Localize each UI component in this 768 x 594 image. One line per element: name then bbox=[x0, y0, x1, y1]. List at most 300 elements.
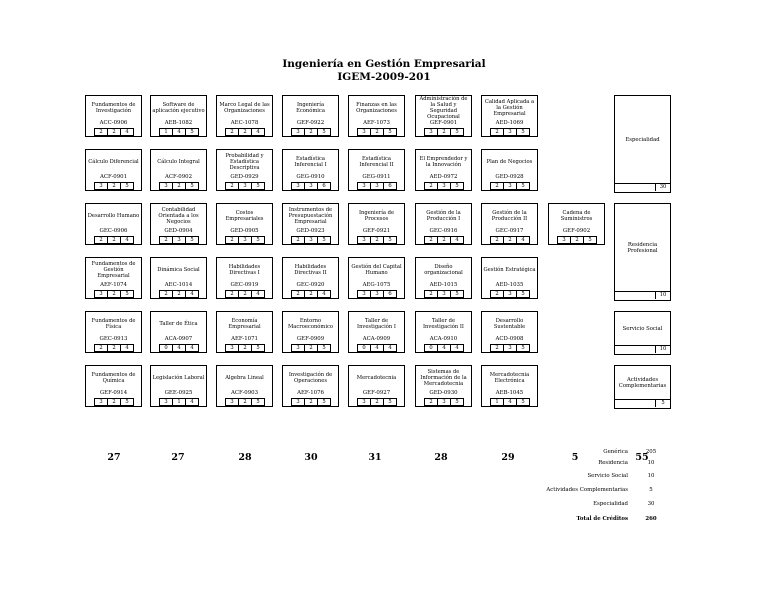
course-credits bbox=[357, 398, 397, 406]
course-code: GEE-0925 bbox=[164, 390, 193, 396]
course-credits bbox=[94, 344, 134, 352]
course-card bbox=[150, 149, 207, 191]
summary-value: 30 bbox=[647, 501, 655, 507]
credit-count: 5 bbox=[317, 129, 330, 135]
practice-hours: 2 bbox=[304, 291, 317, 297]
course-credits bbox=[357, 236, 397, 244]
theory-hours: 3 bbox=[99, 183, 103, 189]
credit-count: 5 bbox=[450, 129, 463, 135]
course-card bbox=[348, 257, 405, 299]
course-name: Costos Empresariales bbox=[225, 210, 264, 222]
course-code: ACF-0901 bbox=[99, 174, 128, 180]
course-card bbox=[85, 203, 142, 245]
course-code: GEC-0917 bbox=[495, 228, 524, 234]
course-credits bbox=[159, 128, 199, 136]
side-block-label: Actividades Complementarias bbox=[618, 376, 667, 389]
practice-hours: 4 bbox=[370, 345, 383, 351]
summary-value: 5 bbox=[649, 487, 653, 493]
practice-hours: 2 bbox=[107, 183, 120, 189]
course-code: ACC-0906 bbox=[99, 120, 128, 126]
course-card bbox=[282, 203, 339, 245]
course-credits bbox=[159, 398, 199, 406]
theory-hours: 2 bbox=[495, 129, 499, 135]
course-code: GED-0905 bbox=[230, 228, 259, 234]
course-credits bbox=[159, 344, 199, 352]
credit-count: 4 bbox=[185, 291, 198, 297]
course-credits bbox=[291, 128, 331, 136]
course-code: ACA-0910 bbox=[429, 336, 458, 342]
credit-count: 6 bbox=[383, 183, 396, 189]
course-code: AEB-1082 bbox=[164, 120, 193, 126]
course-code: GEG-0911 bbox=[362, 174, 391, 180]
course-credits bbox=[490, 236, 530, 244]
course-credits bbox=[424, 236, 464, 244]
theory-hours: 0 bbox=[429, 345, 433, 351]
theory-hours: 2 bbox=[429, 183, 433, 189]
course-credits bbox=[424, 290, 464, 298]
practice-hours: 1 bbox=[172, 399, 185, 405]
theory-hours: 2 bbox=[429, 291, 433, 297]
course-name: Legislación Laboral bbox=[152, 375, 205, 381]
course-code: AEC-1078 bbox=[230, 120, 259, 126]
course-card bbox=[415, 311, 472, 353]
course-card bbox=[85, 95, 142, 137]
theory-hours: 3 bbox=[562, 237, 566, 243]
summary-label: Genérica bbox=[603, 449, 628, 455]
practice-hours: 3 bbox=[503, 183, 516, 189]
theory-hours: 3 bbox=[99, 291, 103, 297]
course-name: Mercadotecnia bbox=[356, 375, 397, 381]
side-block-value: 10 bbox=[655, 346, 670, 353]
theory-hours: 2 bbox=[230, 237, 234, 243]
practice-hours: 2 bbox=[304, 399, 317, 405]
credit-count: 4 bbox=[450, 237, 463, 243]
credit-count: 5 bbox=[251, 345, 264, 351]
credit-count: 6 bbox=[383, 291, 396, 297]
credit-count: 5 bbox=[383, 399, 396, 405]
course-card bbox=[348, 311, 405, 353]
course-card bbox=[348, 95, 405, 137]
course-card bbox=[348, 149, 405, 191]
practice-hours: 2 bbox=[238, 129, 251, 135]
course-card bbox=[150, 365, 207, 407]
theory-hours: 1 bbox=[164, 129, 168, 135]
course-card bbox=[481, 95, 538, 137]
course-name: Finanzas en las Organizaciones bbox=[356, 102, 397, 114]
course-name: Taller de Investigación I bbox=[357, 318, 396, 330]
course-credits bbox=[225, 236, 265, 244]
theory-hours: 2 bbox=[230, 291, 234, 297]
course-code: GEC-0913 bbox=[99, 336, 128, 342]
course-name: Algebra Lineal bbox=[225, 375, 264, 381]
course-credits bbox=[490, 128, 530, 136]
credit-count: 5 bbox=[516, 129, 529, 135]
course-code: ACF-0902 bbox=[164, 174, 193, 180]
practice-hours: 3 bbox=[370, 291, 383, 297]
theory-hours: 3 bbox=[99, 399, 103, 405]
credit-count: 5 bbox=[383, 237, 396, 243]
summary-label: Residencia bbox=[598, 460, 628, 466]
practice-hours: 3 bbox=[503, 345, 516, 351]
course-code: GEF-0901 bbox=[429, 120, 458, 126]
theory-hours: 1 bbox=[495, 399, 499, 405]
credit-count: 5 bbox=[251, 183, 264, 189]
course-credits bbox=[291, 182, 331, 190]
course-code: AEB-1045 bbox=[495, 390, 524, 396]
course-credits bbox=[424, 182, 464, 190]
practice-hours: 3 bbox=[304, 183, 317, 189]
course-card bbox=[216, 365, 273, 407]
course-credits bbox=[357, 182, 397, 190]
theory-hours: 2 bbox=[429, 237, 433, 243]
course-card bbox=[282, 365, 339, 407]
course-credits bbox=[225, 182, 265, 190]
summary-label: Actividades Complementarias bbox=[546, 487, 628, 493]
course-card bbox=[481, 203, 538, 245]
course-code: GEF-0909 bbox=[296, 336, 325, 342]
course-name: Investigación de Operaciones bbox=[288, 372, 333, 384]
course-card bbox=[85, 149, 142, 191]
course-card bbox=[415, 149, 472, 191]
practice-hours: 2 bbox=[570, 237, 583, 243]
course-code: GEC-0916 bbox=[429, 228, 458, 234]
summary-total-label: Total de Créditos bbox=[576, 516, 628, 522]
credit-count: 4 bbox=[516, 237, 529, 243]
practice-hours: 2 bbox=[437, 129, 450, 135]
course-card bbox=[415, 257, 472, 299]
course-card bbox=[415, 95, 472, 137]
course-name: El Emprendedor y la Innovación bbox=[419, 156, 468, 168]
credit-count: 4 bbox=[120, 129, 133, 135]
theory-hours: 2 bbox=[495, 291, 499, 297]
plan-code: IGEM-2009-201 bbox=[337, 71, 431, 83]
credit-count: 4 bbox=[120, 237, 133, 243]
practice-hours: 3 bbox=[238, 183, 251, 189]
course-name: Taller de Investigación II bbox=[423, 318, 464, 330]
course-name: Desarrollo Sustentable bbox=[493, 318, 526, 330]
credit-count: 5 bbox=[450, 183, 463, 189]
course-card bbox=[481, 149, 538, 191]
practice-hours: 2 bbox=[172, 183, 185, 189]
side-block-residencia bbox=[614, 203, 671, 301]
practice-hours: 4 bbox=[503, 399, 516, 405]
practice-hours: 3 bbox=[172, 237, 185, 243]
course-card bbox=[85, 311, 142, 353]
credit-count: 5 bbox=[317, 345, 330, 351]
theory-hours: 2 bbox=[230, 183, 234, 189]
theory-hours: 3 bbox=[362, 129, 366, 135]
credit-count: 4 bbox=[450, 345, 463, 351]
course-card bbox=[216, 203, 273, 245]
course-credits bbox=[357, 344, 397, 352]
course-credits bbox=[424, 128, 464, 136]
course-name: Dinámica Social bbox=[157, 267, 200, 273]
credit-count: 5 bbox=[251, 399, 264, 405]
practice-hours: 2 bbox=[304, 129, 317, 135]
semester-total: 27 bbox=[171, 452, 185, 463]
course-credits bbox=[225, 128, 265, 136]
course-code: AED-1069 bbox=[495, 120, 524, 126]
practice-hours: 4 bbox=[172, 129, 185, 135]
course-code: GEC-0906 bbox=[99, 228, 128, 234]
course-credits bbox=[225, 290, 265, 298]
semester-total: 55 bbox=[635, 452, 649, 463]
credit-count: 5 bbox=[317, 237, 330, 243]
theory-hours: 3 bbox=[362, 291, 366, 297]
practice-hours: 2 bbox=[437, 237, 450, 243]
course-name: Gestión de la Producción II bbox=[491, 210, 528, 222]
course-card bbox=[282, 149, 339, 191]
theory-hours: 0 bbox=[362, 345, 366, 351]
semester-total: 29 bbox=[501, 452, 515, 463]
course-credits bbox=[159, 290, 199, 298]
credit-count: 5 bbox=[120, 291, 133, 297]
course-credits bbox=[357, 128, 397, 136]
theory-hours: 2 bbox=[164, 237, 168, 243]
course-card bbox=[481, 311, 538, 353]
course-credits bbox=[94, 236, 134, 244]
practice-hours: 2 bbox=[107, 129, 120, 135]
course-card bbox=[481, 365, 538, 407]
side-block-value: 30 bbox=[655, 184, 670, 191]
course-name: Gestión de la Producción I bbox=[426, 210, 461, 222]
course-name: Gestión del Capital Humano bbox=[351, 264, 402, 276]
credit-count: 5 bbox=[251, 237, 264, 243]
summary-value: 10 bbox=[647, 460, 655, 466]
course-credits bbox=[490, 398, 530, 406]
practice-hours: 3 bbox=[370, 183, 383, 189]
credit-count: 5 bbox=[120, 399, 133, 405]
course-name: Fundamentos de Gestión Empresarial bbox=[91, 261, 136, 279]
practice-hours: 2 bbox=[107, 345, 120, 351]
practice-hours: 2 bbox=[172, 291, 185, 297]
course-code: GED-0923 bbox=[296, 228, 325, 234]
summary-label: Servicio Social bbox=[587, 473, 628, 479]
course-code: AED-0972 bbox=[429, 174, 458, 180]
practice-hours: 2 bbox=[370, 399, 383, 405]
course-card bbox=[282, 257, 339, 299]
course-credits bbox=[225, 344, 265, 352]
practice-hours: 3 bbox=[437, 399, 450, 405]
course-code: GEF-0902 bbox=[562, 228, 591, 234]
course-code: AEG-1075 bbox=[362, 282, 391, 288]
credit-count: 5 bbox=[516, 345, 529, 351]
theory-hours: 3 bbox=[429, 129, 433, 135]
practice-hours: 3 bbox=[304, 237, 317, 243]
credit-count: 5 bbox=[583, 237, 596, 243]
credit-count: 4 bbox=[383, 345, 396, 351]
course-credits bbox=[291, 344, 331, 352]
course-code: ACA-0907 bbox=[164, 336, 193, 342]
theory-hours: 3 bbox=[164, 183, 168, 189]
credit-count: 5 bbox=[185, 129, 198, 135]
course-card bbox=[85, 365, 142, 407]
course-name: Ingeniería Económica bbox=[296, 102, 325, 114]
course-name: Cálculo Integral bbox=[157, 159, 200, 165]
course-name: Administración de la Salud y Seguridad Ocupacional bbox=[419, 96, 468, 120]
theory-hours: 2 bbox=[99, 345, 103, 351]
course-credits bbox=[424, 344, 464, 352]
theory-hours: 2 bbox=[99, 129, 103, 135]
practice-hours: 2 bbox=[304, 345, 317, 351]
course-credits bbox=[490, 182, 530, 190]
course-code: GEC-0920 bbox=[296, 282, 325, 288]
theory-hours: 2 bbox=[495, 183, 499, 189]
practice-hours: 2 bbox=[503, 237, 516, 243]
course-credits bbox=[94, 398, 134, 406]
course-name: Fundamentos de Física bbox=[91, 318, 136, 330]
summary-label: Especialidad bbox=[593, 501, 628, 507]
theory-hours: 3 bbox=[230, 399, 234, 405]
semester-total: 28 bbox=[238, 452, 252, 463]
course-code: GEF-0914 bbox=[99, 390, 128, 396]
practice-hours: 3 bbox=[437, 291, 450, 297]
theory-hours: 2 bbox=[230, 129, 234, 135]
course-card bbox=[282, 311, 339, 353]
course-code: GED-0928 bbox=[495, 174, 524, 180]
course-name: Fundamentos de Química bbox=[91, 372, 136, 384]
course-card bbox=[85, 257, 142, 299]
course-code: GED-0904 bbox=[164, 228, 193, 234]
credit-count: 4 bbox=[251, 129, 264, 135]
course-credits bbox=[490, 290, 530, 298]
practice-hours: 2 bbox=[238, 291, 251, 297]
theory-hours: 0 bbox=[164, 345, 168, 351]
practice-hours: 4 bbox=[172, 345, 185, 351]
course-code: ACD-0908 bbox=[495, 336, 524, 342]
course-name: Estadística Inferencial I bbox=[294, 156, 327, 168]
page-title: Ingeniería en Gestión Empresarial bbox=[282, 58, 486, 70]
credit-count: 5 bbox=[383, 129, 396, 135]
credit-count: 4 bbox=[251, 291, 264, 297]
practice-hours: 2 bbox=[238, 399, 251, 405]
practice-hours: 2 bbox=[238, 345, 251, 351]
practice-hours: 2 bbox=[370, 237, 383, 243]
course-credits bbox=[291, 236, 331, 244]
side-block-actividades bbox=[614, 365, 671, 409]
practice-hours: 3 bbox=[503, 291, 516, 297]
theory-hours: 3 bbox=[296, 399, 300, 405]
course-name: Plan de Negocios bbox=[486, 159, 533, 165]
practice-hours: 2 bbox=[107, 291, 120, 297]
course-name: Desarrollo Humano bbox=[87, 213, 140, 219]
course-name: Instrumentos de Presupuestación Empresarial bbox=[288, 207, 333, 225]
theory-hours: 2 bbox=[296, 291, 300, 297]
course-credits bbox=[94, 128, 134, 136]
course-name: Cálculo Diferencial bbox=[88, 159, 139, 165]
course-credits bbox=[225, 398, 265, 406]
credit-count: 5 bbox=[516, 291, 529, 297]
course-card bbox=[216, 311, 273, 353]
practice-hours: 3 bbox=[503, 129, 516, 135]
course-card bbox=[348, 203, 405, 245]
theory-hours: 2 bbox=[429, 399, 433, 405]
semester-total: 28 bbox=[434, 452, 448, 463]
course-card bbox=[216, 95, 273, 137]
credit-count: 4 bbox=[120, 345, 133, 351]
course-code: GEF-0921 bbox=[362, 228, 391, 234]
course-name: Fundamentos de Investigación bbox=[91, 102, 136, 114]
practice-hours: 2 bbox=[107, 399, 120, 405]
course-code: AEF-1073 bbox=[363, 120, 390, 126]
course-credits bbox=[94, 290, 134, 298]
side-block-label: Residencia Profesional bbox=[627, 241, 658, 254]
course-card bbox=[348, 365, 405, 407]
course-card bbox=[548, 203, 605, 245]
course-card bbox=[150, 203, 207, 245]
course-name: Mercadotecnia Electrónica bbox=[489, 372, 530, 384]
semester-total: 30 bbox=[304, 452, 318, 463]
course-code: AEF-1076 bbox=[297, 390, 324, 396]
course-card bbox=[150, 257, 207, 299]
course-code: AED-1015 bbox=[429, 282, 458, 288]
course-card bbox=[150, 95, 207, 137]
credit-count: 4 bbox=[317, 291, 330, 297]
course-name: Cadena de Suministros bbox=[560, 210, 593, 222]
credit-count: 5 bbox=[450, 399, 463, 405]
credit-count: 5 bbox=[516, 183, 529, 189]
course-name: Habilidades Directivas I bbox=[228, 264, 261, 276]
course-name: Sistemas de Información de la Mercadotecnia bbox=[420, 369, 467, 387]
course-card bbox=[150, 311, 207, 353]
theory-hours: 3 bbox=[362, 399, 366, 405]
credit-count: 5 bbox=[317, 399, 330, 405]
course-card bbox=[216, 257, 273, 299]
course-name: Ingeniería de Procesos bbox=[358, 210, 395, 222]
side-block-label: Especialidad bbox=[625, 136, 660, 143]
course-code: AED-1035 bbox=[495, 282, 524, 288]
practice-hours: 2 bbox=[370, 129, 383, 135]
credit-count: 5 bbox=[185, 183, 198, 189]
course-code: GEF-0927 bbox=[362, 390, 391, 396]
theory-hours: 2 bbox=[164, 291, 168, 297]
course-code: GEF-0922 bbox=[296, 120, 325, 126]
summary-value: 205 bbox=[645, 449, 657, 455]
side-block-servicio-social bbox=[614, 311, 671, 355]
practice-hours: 3 bbox=[437, 183, 450, 189]
theory-hours: 3 bbox=[362, 237, 366, 243]
credit-count: 4 bbox=[185, 399, 198, 405]
course-code: GED-0930 bbox=[429, 390, 458, 396]
credit-count: 5 bbox=[185, 237, 198, 243]
credit-count: 5 bbox=[450, 291, 463, 297]
practice-hours: 3 bbox=[238, 237, 251, 243]
course-card bbox=[415, 203, 472, 245]
credit-count: 4 bbox=[185, 345, 198, 351]
course-credits bbox=[357, 290, 397, 298]
credit-count: 5 bbox=[516, 399, 529, 405]
theory-hours: 3 bbox=[230, 345, 234, 351]
course-name: Contabilidad Orientada a los Negocios bbox=[158, 207, 199, 225]
course-name: Software de aplicación ejecutivo bbox=[152, 102, 205, 114]
theory-hours: 3 bbox=[296, 345, 300, 351]
semester-total: 31 bbox=[368, 452, 382, 463]
course-name: Economía Empresarial bbox=[228, 318, 261, 330]
course-credits bbox=[557, 236, 597, 244]
course-name: Probabilidad y Estadística Descriptiva bbox=[225, 153, 264, 171]
course-code: AEF-1074 bbox=[100, 282, 127, 288]
course-code: AEF-1071 bbox=[231, 336, 258, 342]
course-name: Marco Legal de las Organizaciones bbox=[219, 102, 270, 114]
course-code: GEC-0919 bbox=[230, 282, 259, 288]
course-code: GEG-0910 bbox=[296, 174, 325, 180]
theory-hours: 3 bbox=[296, 183, 300, 189]
theory-hours: 2 bbox=[296, 237, 300, 243]
theory-hours: 3 bbox=[362, 183, 366, 189]
theory-hours: 2 bbox=[99, 237, 103, 243]
course-credits bbox=[159, 236, 199, 244]
course-code: ACF-0903 bbox=[230, 390, 259, 396]
